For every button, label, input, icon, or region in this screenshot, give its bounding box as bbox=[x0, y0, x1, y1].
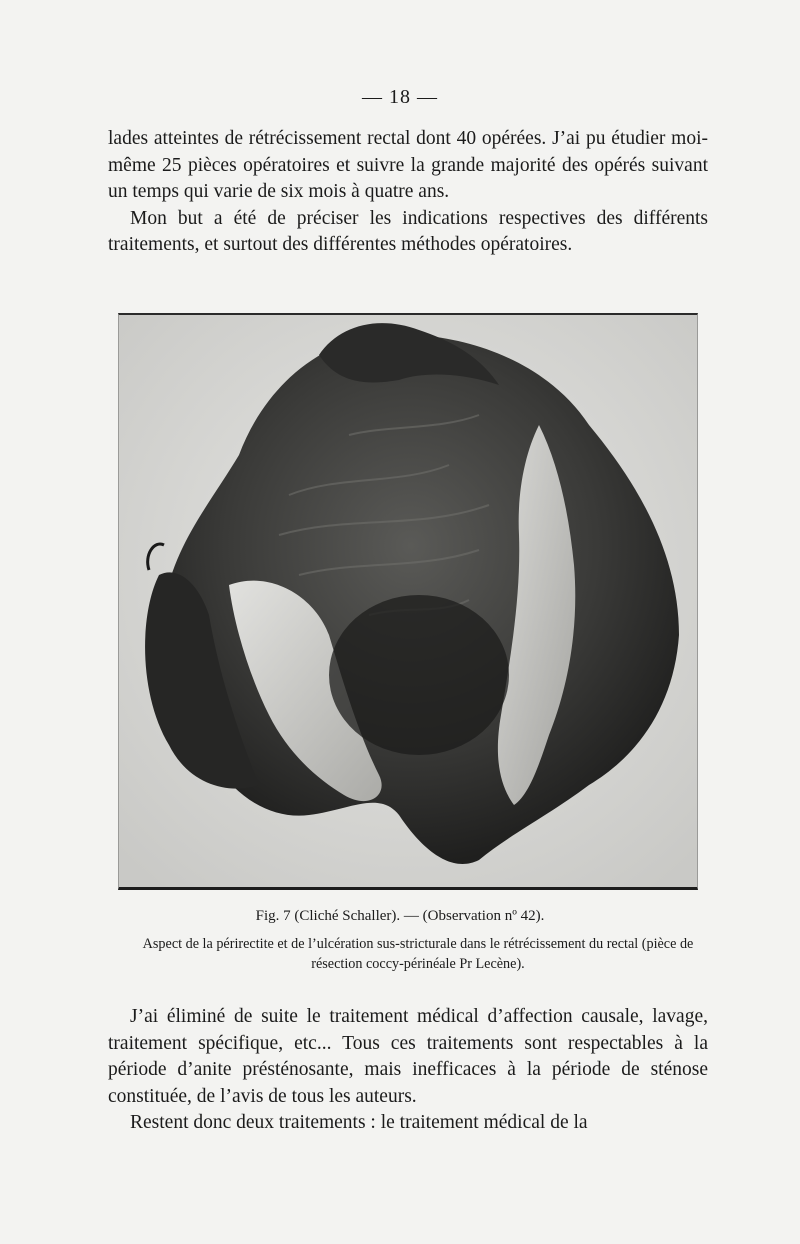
paragraph: lades atteintes de rétrécissement rectal dont 40 opérées. J’ai pu étudier moi-même 25 pièces opératoires et suivre la grande majorité des opérés suivant un temps qui varie de six mois à quatre ans. bbox=[108, 128, 708, 202]
specimen-photograph bbox=[118, 313, 698, 890]
paragraph: Mon but a été de préciser les indications respectives des différents traitements, et surtout des différentes méthodes opératoires. bbox=[108, 207, 708, 255]
bottom-text-block bbox=[108, 1004, 708, 1137]
paragraph: Restent donc deux traitements : le traitement médical de la bbox=[130, 1112, 588, 1133]
figure-caption-text: Aspect de la périrectite et de l’ulcération sus-stricturale dans le rétrécissement du rectal (pièce de résection coccy-périnéale Pr Lecène). bbox=[142, 936, 694, 972]
figure-caption-title: Fig. 7 (Cliché Schaller). — (Observation nº 42). bbox=[255, 908, 545, 924]
top-text-block bbox=[108, 126, 708, 259]
paragraph: J’ai éliminé de suite le traitement médical d’affection causale, lavage, traitement spécifique, etc... Tous ces traitements sont respectables à la période d’anite présténosante, mais inefficaces à la période de sténose constituée, de l’avis de tous les auteurs. bbox=[108, 1006, 708, 1107]
specimen-image bbox=[119, 315, 697, 887]
page-number: — 18 — bbox=[362, 86, 438, 108]
